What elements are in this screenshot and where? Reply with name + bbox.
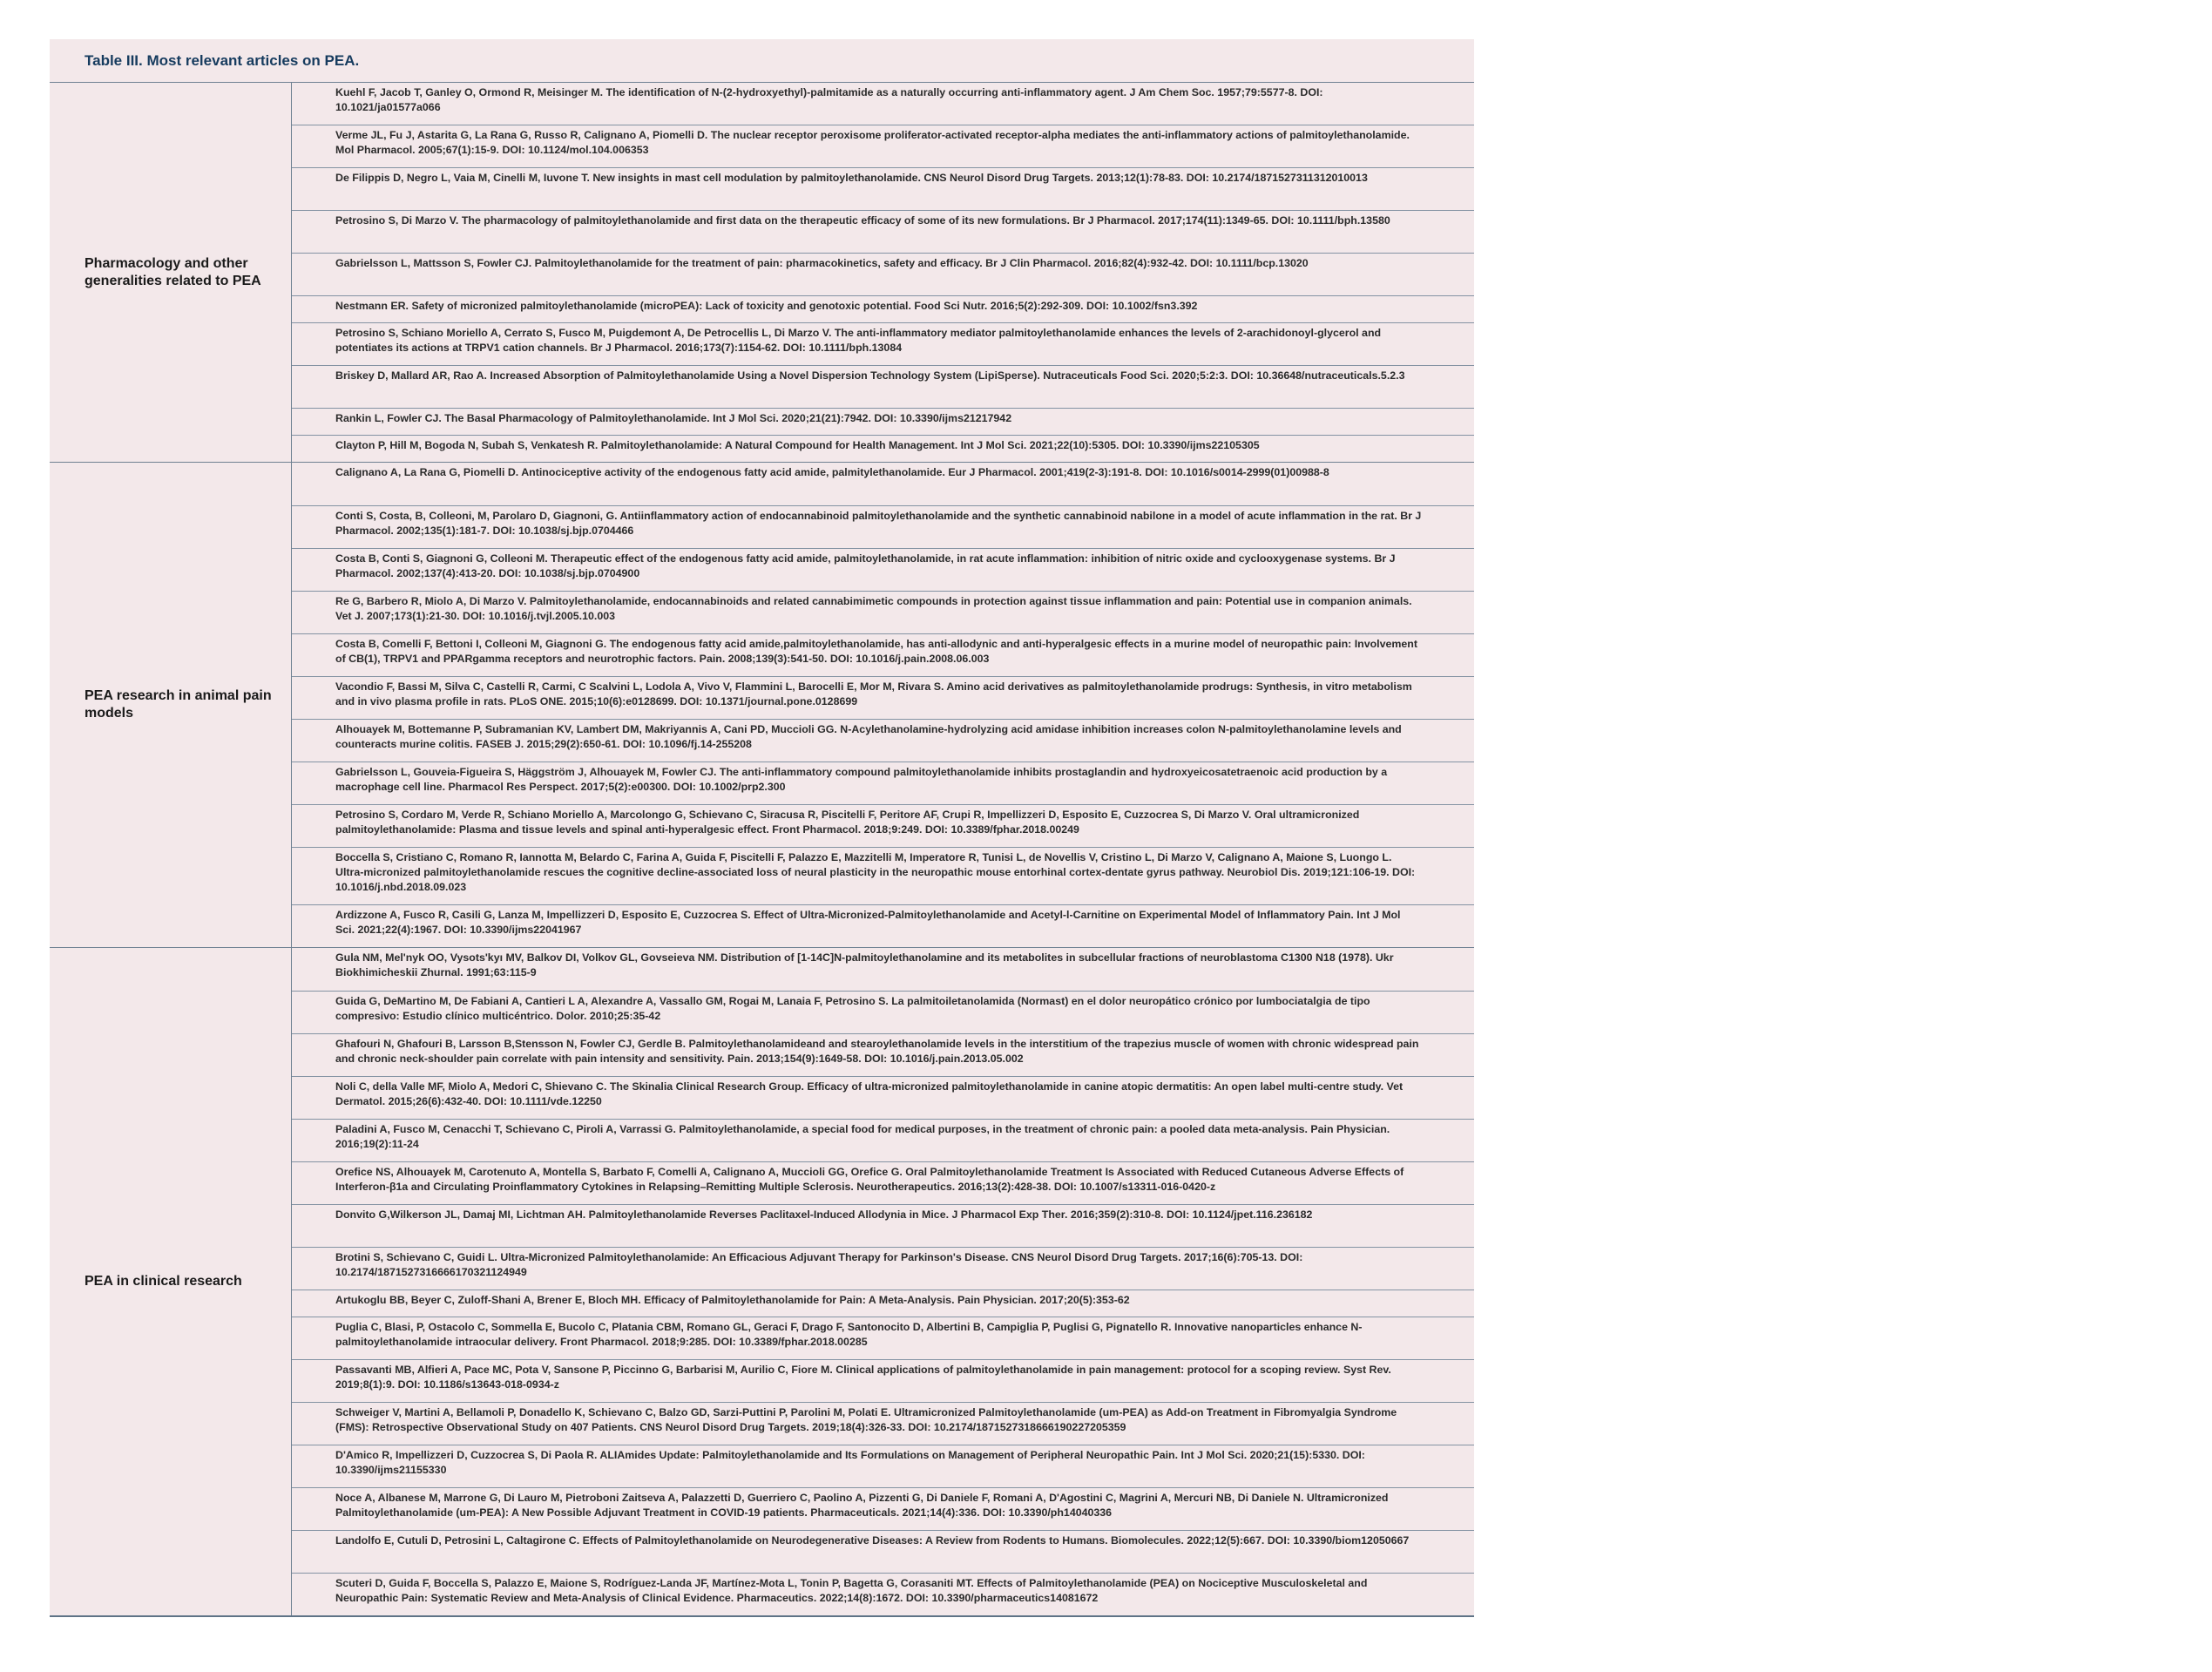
reference-row: Passavanti MB, Alfieri A, Pace MC, Pota V, Sansone P, Piccinno G, Barbarisi M, Aurilio C, Fiore M. Clinical applications of palmitoylethanolamide in pain management: protocol for a scoping review. Syst Rev. 2019;8(1):9. DOI: 10.1186/s13643-018-0934-z bbox=[292, 1359, 1474, 1402]
reference-row: Gabrielsson L, Gouveia-Figueira S, Häggström J, Alhouayek M, Fowler CJ. The anti-inflammatory compound palmitoylethanolamide inhibits prostaglandin and hydroxyeicosatetraenoic acid production by a macrophage cell line. Pharmacol Res Perspect. 2017;5(2):e00300. DOI: 10.1002/prp2.300 bbox=[292, 762, 1474, 804]
reference-row: Puglia C, Blasi, P, Ostacolo C, Sommella E, Bucolo C, Platania CBM, Romano GL, Geraci F, Drago F, Santonocito D, Albertini B, Campiglia P, Puglisi G, Pignatello R. Innovative nanoparticles enhance N-palmitoylethanolamide intraocular delivery. Front Pharmacol. 2018;9:285. DOI: 10.3389/fphar.2018.00285 bbox=[292, 1317, 1474, 1359]
section-label-cell bbox=[50, 83, 292, 462]
reference-row: Orefice NS, Alhouayek M, Carotenuto A, Montella S, Barbato F, Comelli A, Calignano A, Muccioli GG, Orefice G. Oral Palmitoylethanolamide Treatment Is Associated with Reduced Cutaneous Adverse Effects of Interferon-β1a and Circulating Proinflammatory Cytokines in Relapsing–Remitting Multiple Sclerosis. Neurotherapeutics. 2016;13(2):428-38. DOI: 10.1007/s13311-016-0420-z bbox=[292, 1161, 1474, 1204]
reference-row: Gabrielsson L, Mattsson S, Fowler CJ. Palmitoylethanolamide for the treatment of pain: pharmacokinetics, safety and efficacy. Br J Clin Pharmacol. 2016;82(4):932-42. DOI: 10.1111/bcp.13020 bbox=[292, 253, 1474, 295]
reference-row: Ghafouri N, Ghafouri B, Larsson B,Stensson N, Fowler CJ, Gerdle B. Palmitoylethanolamideand and stearoylethanolamide levels in the interstitium of the trapezius muscle of women with chronic widespread pain and chronic neck-shoulder pain correlate with pain intensity and sensitivity. Pain. 2013;154(9):1649-58. DOI: 10.1016/j.pain.2013.05.002 bbox=[292, 1033, 1474, 1076]
table-body bbox=[50, 83, 1474, 1615]
reference-row: Vacondio F, Bassi M, Silva C, Castelli R, Carmi, C Scalvini L, Lodola A, Vivo V, Flammini L, Barocelli E, Mor M, Rivara S. Amino acid derivatives as palmitoylethanolamide prodrugs: Synthesis, in vitro metabolism and in vivo plasma profile in rats. PLoS ONE. 2015;10(6):e0128699. DOI: 10.1371/journal.pone.0128699 bbox=[292, 676, 1474, 719]
reference-row: Noce A, Albanese M, Marrone G, Di Lauro M, Pietroboni Zaitseva A, Palazzetti D, Guerriero C, Paolino A, Pizzenti G, Di Daniele F, Romani A, D'Agostini C, Magrini A, Mercuri NB, Di Daniele N. Ultramicronized Palmitoylethanolamide (um-PEA): A New Possible Adjuvant Treatment in COVID-19 patients. Pharmaceuticals. 2021;14(4):336. DOI: 10.3390/ph14040336 bbox=[292, 1487, 1474, 1530]
reference-list bbox=[292, 948, 1474, 1615]
reference-row: Donvito G,Wilkerson JL, Damaj MI, Lichtman AH. Palmitoylethanolamide Reverses Paclitaxel-Induced Allodynia in Mice. J Pharmacol Exp Ther. 2016;359(2):310-8. DOI: 10.1124/jpet.116.236182 bbox=[292, 1204, 1474, 1247]
reference-row: Artukoglu BB, Beyer C, Zuloff-Shani A, Brener E, Bloch MH. Efficacy of Palmitoylethanolamide for Pain: A Meta-Analysis. Pain Physician. 2017;20(5):353-62 bbox=[292, 1290, 1474, 1317]
reference-list bbox=[292, 83, 1474, 462]
reference-row: Paladini A, Fusco M, Cenacchi T, Schievano C, Piroli A, Varrassi G. Palmitoylethanolamide, a special food for medical purposes, in the treatment of chronic pain: a pooled data meta-analysis. Pain Physician. 2016;19(2):11-24 bbox=[292, 1119, 1474, 1161]
reference-row: Costa B, Conti S, Giagnoni G, Colleoni M. Therapeutic effect of the endogenous fatty acid amide, palmitoylethanolamide, in rat acute inflammation: inhibition of nitric oxide and cyclooxygenase systems. Br J Pharmacol. 2002;137(4):413-20. DOI: 10.1038/sj.bjp.0704900 bbox=[292, 548, 1474, 591]
reference-row: Ardizzone A, Fusco R, Casili G, Lanza M, Impellizzeri D, Esposito E, Cuzzocrea S. Effect of Ultra-Micronized-Palmitoylethanolamide and Acetyl-l-Carnitine on Experimental Model of Inflammatory Pain. Int J Mol Sci. 2021;22(4):1967. DOI: 10.3390/ijms22041967 bbox=[292, 904, 1474, 947]
reference-row: Re G, Barbero R, Miolo A, Di Marzo V. Palmitoylethanolamide, endocannabinoids and related cannabimimetic compounds in protection against tissue inflammation and pain: Potential use in companion animals. Vet J. 2007;173(1):21-30. DOI: 10.1016/j.tvjl.2005.10.003 bbox=[292, 591, 1474, 633]
reference-row: Brotini S, Schievano C, Guidi L. Ultra-Micronized Palmitoylethanolamide: An Efficacious Adjuvant Therapy for Parkinson's Disease. CNS Neurol Disord Drug Targets. 2017;16(6):705-13. DOI: 10.2174/1871527316666170321124949 bbox=[292, 1247, 1474, 1290]
reference-row: Rankin L, Fowler CJ. The Basal Pharmacology of Palmitoylethanolamide. Int J Mol Sci. 2020;21(21):7942. DOI: 10.3390/ijms21217942 bbox=[292, 408, 1474, 435]
reference-row: Costa B, Comelli F, Bettoni I, Colleoni M, Giagnoni G. The endogenous fatty acid amide,palmitoylethanolamide, has anti-allodynic and anti-hyperalgesic effects in a murine model of neuropathic pain: Involvement of CB(1), TRPV1 and PPARgamma receptors and neurotrophic factors. Pain. 2008;139(3):541-50. DOI: 10.1016/j.pain.2008.06.003 bbox=[292, 633, 1474, 676]
reference-row: Petrosino S, Cordaro M, Verde R, Schiano Moriello A, Marcolongo G, Schievano C, Siracusa R, Piscitelli F, Peritore AF, Crupi R, Impellizzeri D, Esposito E, Cuzzocrea S, Di Marzo V. Oral ultramicronized palmitoylethanolamide: Plasma and tissue levels and spinal anti-hyperalgesic effect. Front Pharmacol. 2018;9:249. DOI: 10.3389/fphar.2018.00249 bbox=[292, 804, 1474, 847]
section-label-cell bbox=[50, 463, 292, 947]
reference-row: Schweiger V, Martini A, Bellamoli P, Donadello K, Schievano C, Balzo GD, Sarzi-Puttini P, Parolini M, Polati E. Ultramicronized Palmitoylethanolamide (um-PEA) as Add-on Treatment in Fibromyalgia Syndrome (FMS): Retrospective Observational Study on 407 Patients. CNS Neurol Disord Drug Targets. 2019;18(4):326-33. DOI: 10.2174/1871527318666190227205359 bbox=[292, 1402, 1474, 1445]
table-section bbox=[50, 462, 1474, 947]
table-title: Table III. Most relevant articles on PEA. bbox=[50, 39, 1474, 83]
section-label: Pharmacology and other generalities related to PEA bbox=[85, 255, 261, 288]
reference-row: Verme JL, Fu J, Astarita G, La Rana G, Russo R, Calignano A, Piomelli D. The nuclear receptor peroxisome proliferator-activated receptor-alpha mediates the anti-inflammatory actions of palmitoylethanolamide. Mol Pharmacol. 2005;67(1):15-9. DOI: 10.1124/mol.104.006353 bbox=[292, 125, 1474, 167]
reference-row: Clayton P, Hill M, Bogoda N, Subah S, Venkatesh R. Palmitoylethanolamide: A Natural Compound for Health Management. Int J Mol Sci. 2021;22(10):5305. DOI: 10.3390/ijms22105305 bbox=[292, 435, 1474, 462]
section-label: PEA in clinical research bbox=[85, 1274, 242, 1289]
reference-row: Alhouayek M, Bottemanne P, Subramanian KV, Lambert DM, Makriyannis A, Cani PD, Muccioli GG. N-Acylethanolamine-hydrolyzing acid amidase inhibition increases colon N-palmitoylethanolamine levels and counteracts murine colitis. FASEB J. 2015;29(2):650-61. DOI: 10.1096/fj.14-255208 bbox=[292, 719, 1474, 762]
reference-row: Scuteri D, Guida F, Boccella S, Palazzo E, Maione S, Rodríguez-Landa JF, Martínez-Mota L, Tonin P, Bagetta G, Corasaniti MT. Effects of Palmitoylethanolamide (PEA) on Nociceptive Musculoskeletal and Neuropathic Pain: Systematic Review and Meta-Analysis of Clinical Evidence. Pharmaceutics. 2022;14(8):1672. DOI: 10.3390/pharmaceutics14081672 bbox=[292, 1573, 1474, 1615]
reference-row: Petrosino S, Schiano Moriello A, Cerrato S, Fusco M, Puigdemont A, De Petrocellis L, Di Marzo V. The anti-inflammatory mediator palmitoylethanolamide enhances the levels of 2-arachidonoyl-glycerol and potentiates its actions at TRPV1 cation channels. Br J Pharmacol. 2016;173(7):1154-62. DOI: 10.1111/bph.13084 bbox=[292, 322, 1474, 365]
reference-row: Kuehl F, Jacob T, Ganley O, Ormond R, Meisinger M. The identification of N-(2-hydroxyethyl)-palmitamide as a naturally occurring anti-inflammatory agent. J Am Chem Soc. 1957;79:5577-8. DOI: 10.1021/ja01577a066 bbox=[335, 86, 1323, 113]
reference-row: D'Amico R, Impellizzeri D, Cuzzocrea S, Di Paola R. ALIAmides Update: Palmitoylethanolamide and Its Formulations on Management of Peripheral Neuropathic Pain. Int J Mol Sci. 2020;21(15):5330. DOI: 10.3390/ijms21155330 bbox=[292, 1445, 1474, 1487]
reference-row: Gula NM, Mel'nyk OO, Vysots'kyı MV, Balkov DI, Volkov GL, Govseieva NM. Distribution of [1-14C]N-palmitoylethanolamine and its metabolites in subcellular fractions of neuroblastoma C1300 N18 (1978). Ukr Biokhimicheskii Zhurnal. 1991;63:115-9 bbox=[335, 951, 1394, 978]
table-section bbox=[50, 947, 1474, 1615]
reference-row: Guida G, DeMartino M, De Fabiani A, Cantieri L A, Alexandre A, Vassallo GM, Rogai M, Lanaia F, Petrosino S. La palmitoiletanolamida (Normast) en el dolor neuropático crónico por lumbociatalgia de tipo compresivo: Estudio clínico multicéntrico. Dolor. 2010;25:35-42 bbox=[292, 991, 1474, 1033]
reference-row: Boccella S, Cristiano C, Romano R, Iannotta M, Belardo C, Farina A, Guida F, Piscitelli F, Palazzo E, Mazzitelli M, Imperatore R, Tunisi L, de Novellis V, Cristino L, Di Marzo V, Calignano A, Maione S, Luongo L. Ultra-micronized palmitoylethanolamide rescues the cognitive decline-associated loss of neural plasticity in the neuropathic mouse entorhinal cortex-dentate gyrus pathway. Neurobiol Dis. 2019;121:106-19. DOI: 10.1016/j.nbd.2018.09.023 bbox=[292, 847, 1474, 904]
reference-row: Calignano A, La Rana G, Piomelli D. Antinociceptive activity of the endogenous fatty acid amide, palmitylethanolamide. Eur J Pharmacol. 2001;419(2-3):191-8. DOI: 10.1016/s0014-2999(01)00988-8 bbox=[335, 466, 1329, 478]
reference-row: Noli C, della Valle MF, Miolo A, Medori C, Shievano C. The Skinalia Clinical Research Group. Efficacy of ultra-micronized palmitoylethanolamide in canine atopic dermatitis: An open label multi-centre study. Vet Dermatol. 2015;26(6):432-40. DOI: 10.1111/vde.12250 bbox=[292, 1076, 1474, 1119]
articles-table bbox=[50, 39, 1474, 1617]
reference-row: Briskey D, Mallard AR, Rao A. Increased Absorption of Palmitoylethanolamide Using a Novel Dispersion Technology System (LipiSperse). Nutraceuticals Food Sci. 2020;5:2:3. DOI: 10.36648/nutraceuticals.5.2.3 bbox=[292, 365, 1474, 408]
reference-row: Petrosino S, Di Marzo V. The pharmacology of palmitoylethanolamide and first data on the therapeutic efficacy of some of its new formulations. Br J Pharmacol. 2017;174(11):1349-65. DOI: 10.1111/bph.13580 bbox=[292, 210, 1474, 253]
section-label: PEA research in animal pain models bbox=[85, 688, 272, 721]
reference-list bbox=[292, 463, 1474, 947]
reference-row: Nestmann ER. Safety of micronized palmitoylethanolamide (microPEA): Lack of toxicity and genotoxic potential. Food Sci Nutr. 2016;5(2):292-309. DOI: 10.1002/fsn3.392 bbox=[292, 295, 1474, 322]
reference-row: Landolfo E, Cutuli D, Petrosini L, Caltagirone C. Effects of Palmitoylethanolamide on Neurodegenerative Diseases: A Review from Rodents to Humans. Biomolecules. 2022;12(5):667. DOI: 10.3390/biom12050667 bbox=[292, 1530, 1474, 1573]
section-label-cell bbox=[50, 948, 292, 1615]
reference-row: Conti S, Costa, B, Colleoni, M, Parolaro D, Giagnoni, G. Antiinflammatory action of endocannabinoid palmitoylethanolamide and the synthetic cannabinoid nabilone in a model of acute inflammation in the rat. Br J Pharmacol. 2002;135(1):181-7. DOI: 10.1038/sj.bjp.0704466 bbox=[292, 505, 1474, 548]
reference-row: De Filippis D, Negro L, Vaia M, Cinelli M, Iuvone T. New insights in mast cell modulation by palmitoylethanolamide. CNS Neurol Disord Drug Targets. 2013;12(1):78-83. DOI: 10.2174/1871527311312010013 bbox=[292, 167, 1474, 210]
table-section bbox=[50, 83, 1474, 462]
